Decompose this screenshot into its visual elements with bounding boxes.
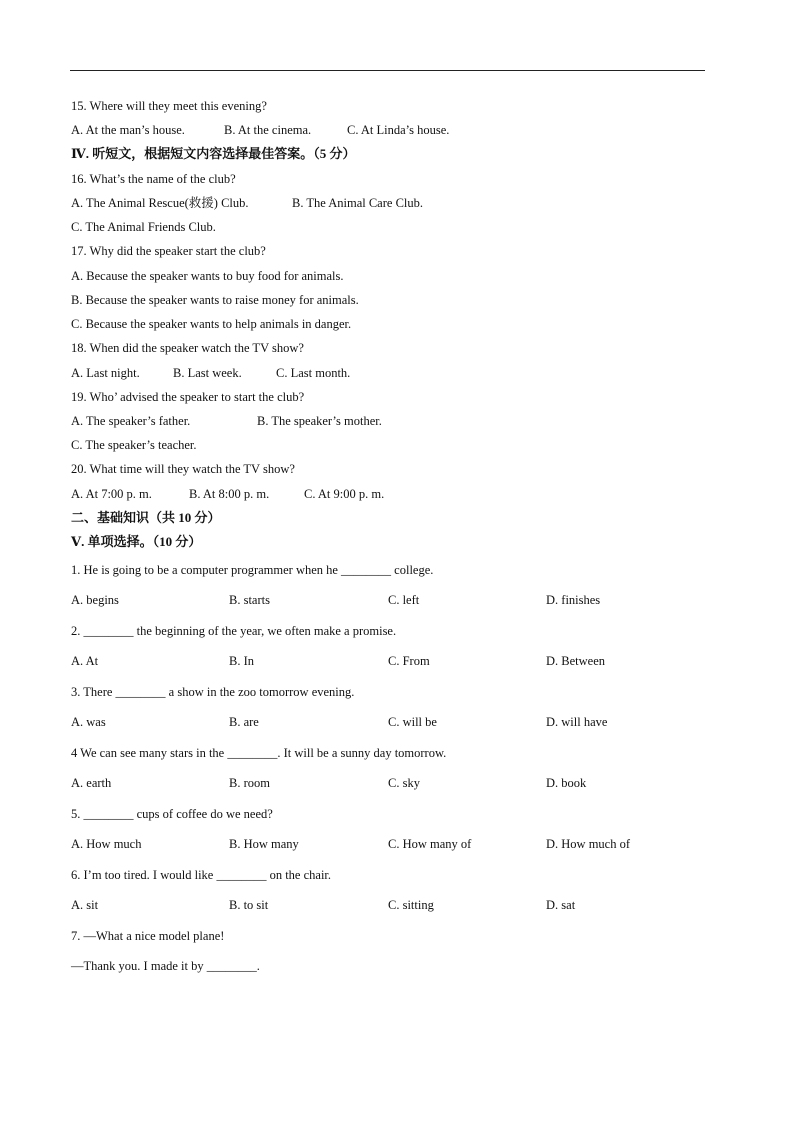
mc4-option-d: D. book [546, 776, 587, 790]
mc2-option-c: C. From [388, 654, 430, 668]
mc-question-4: 4 We can see many stars in the ________. It will be a sunny day tomorrow. [71, 746, 447, 760]
q19-option-b: B. The speaker’s mother. [257, 414, 382, 428]
question-19: 19. Who’ advised the speaker to start the club? [71, 390, 305, 404]
mc6-option-a: A. sit [71, 898, 99, 912]
q15-option-c: C. At Linda’s house. [347, 123, 450, 137]
q18-option-c: C. Last month. [276, 366, 351, 380]
q19-option-c: C. The speaker’s teacher. [71, 438, 197, 452]
q17-option-b: B. Because the speaker wants to raise money for animals. [71, 293, 359, 307]
part-2-heading: 二、基础知识（共 10 分） [71, 510, 221, 525]
mc3-option-c: C. will be [388, 715, 437, 729]
mc-question-2: 2. ________ the beginning of the year, we often make a promise. [71, 624, 397, 638]
mc-question-7: 7. —What a nice model plane! [71, 929, 225, 943]
mc-question-6: 6. I’m too tired. I would like ________ on the chair. [71, 868, 332, 882]
question-20: 20. What time will they watch the TV show? [71, 462, 295, 476]
q15-option-b: B. At the cinema. [224, 123, 312, 137]
mc-question-3: 3. There ________ a show in the zoo tomorrow evening. [71, 685, 355, 699]
mc4-option-a: A. earth [71, 776, 112, 790]
mc5-option-b: B. How many [229, 837, 299, 851]
question-17: 17. Why did the speaker start the club? [71, 244, 266, 258]
mc1-option-a: A. begins [71, 593, 119, 607]
q16-option-c: C. The Animal Friends Club. [71, 220, 216, 234]
q17-option-c: C. Because the speaker wants to help animals in danger. [71, 317, 352, 331]
question-15: 15. Where will they meet this evening? [71, 99, 267, 113]
mc1-option-b: B. starts [229, 593, 270, 607]
mc3-option-d: D. will have [546, 715, 608, 729]
mc2-option-d: D. Between [546, 654, 606, 668]
q19-option-a: A. The speaker’s father. [71, 414, 191, 428]
q20-option-c: C. At 9:00 p. m. [304, 487, 385, 501]
mc3-option-a: A. was [71, 715, 106, 729]
mc4-option-b: B. room [229, 776, 270, 790]
mc6-option-d: D. sat [546, 898, 576, 912]
q16-option-a: A. The Animal Rescue(救援) Club. [71, 196, 249, 210]
mc5-option-d: D. How much of [546, 837, 631, 851]
question-16: 16. What’s the name of the club? [71, 172, 236, 186]
section-4-heading: Ⅳ. 听短文，根据短文内容选择最佳答案。（5 分） [71, 146, 356, 161]
mc5-option-c: C. How many of [388, 837, 472, 851]
mc2-option-b: B. In [229, 654, 254, 668]
q16-option-b: B. The Animal Care Club. [292, 196, 424, 210]
q18-option-a: A. Last night. [71, 366, 140, 380]
question-18: 18. When did the speaker watch the TV show? [71, 341, 304, 355]
mc4-option-c: C. sky [388, 776, 420, 790]
mc1-option-c: C. left [388, 593, 420, 607]
section-5-heading: Ⅴ. 单项选择。（10 分） [71, 534, 202, 549]
mc6-option-c: C. sitting [388, 898, 434, 912]
mc-question-5: 5. ________ cups of coffee do we need? [71, 807, 273, 821]
q17-option-a: A. Because the speaker wants to buy food for animals. [71, 269, 344, 283]
mc-question-1: 1. He is going to be a computer programmer when he ________ college. [71, 563, 434, 577]
q18-option-b: B. Last week. [173, 366, 242, 380]
q15-option-a: A. At the man’s house. [71, 123, 185, 137]
mc5-option-a: A. How much [71, 837, 142, 851]
mc1-option-d: D. finishes [546, 593, 601, 607]
q20-option-a: A. At 7:00 p. m. [71, 487, 152, 501]
header-rule [70, 70, 705, 71]
q20-option-b: B. At 8:00 p. m. [189, 487, 270, 501]
mc3-option-b: B. are [229, 715, 259, 729]
mc2-option-a: A. At [71, 654, 99, 668]
mc6-option-b: B. to sit [229, 898, 269, 912]
mc-question-7-reply: —Thank you. I made it by ________. [71, 959, 260, 973]
